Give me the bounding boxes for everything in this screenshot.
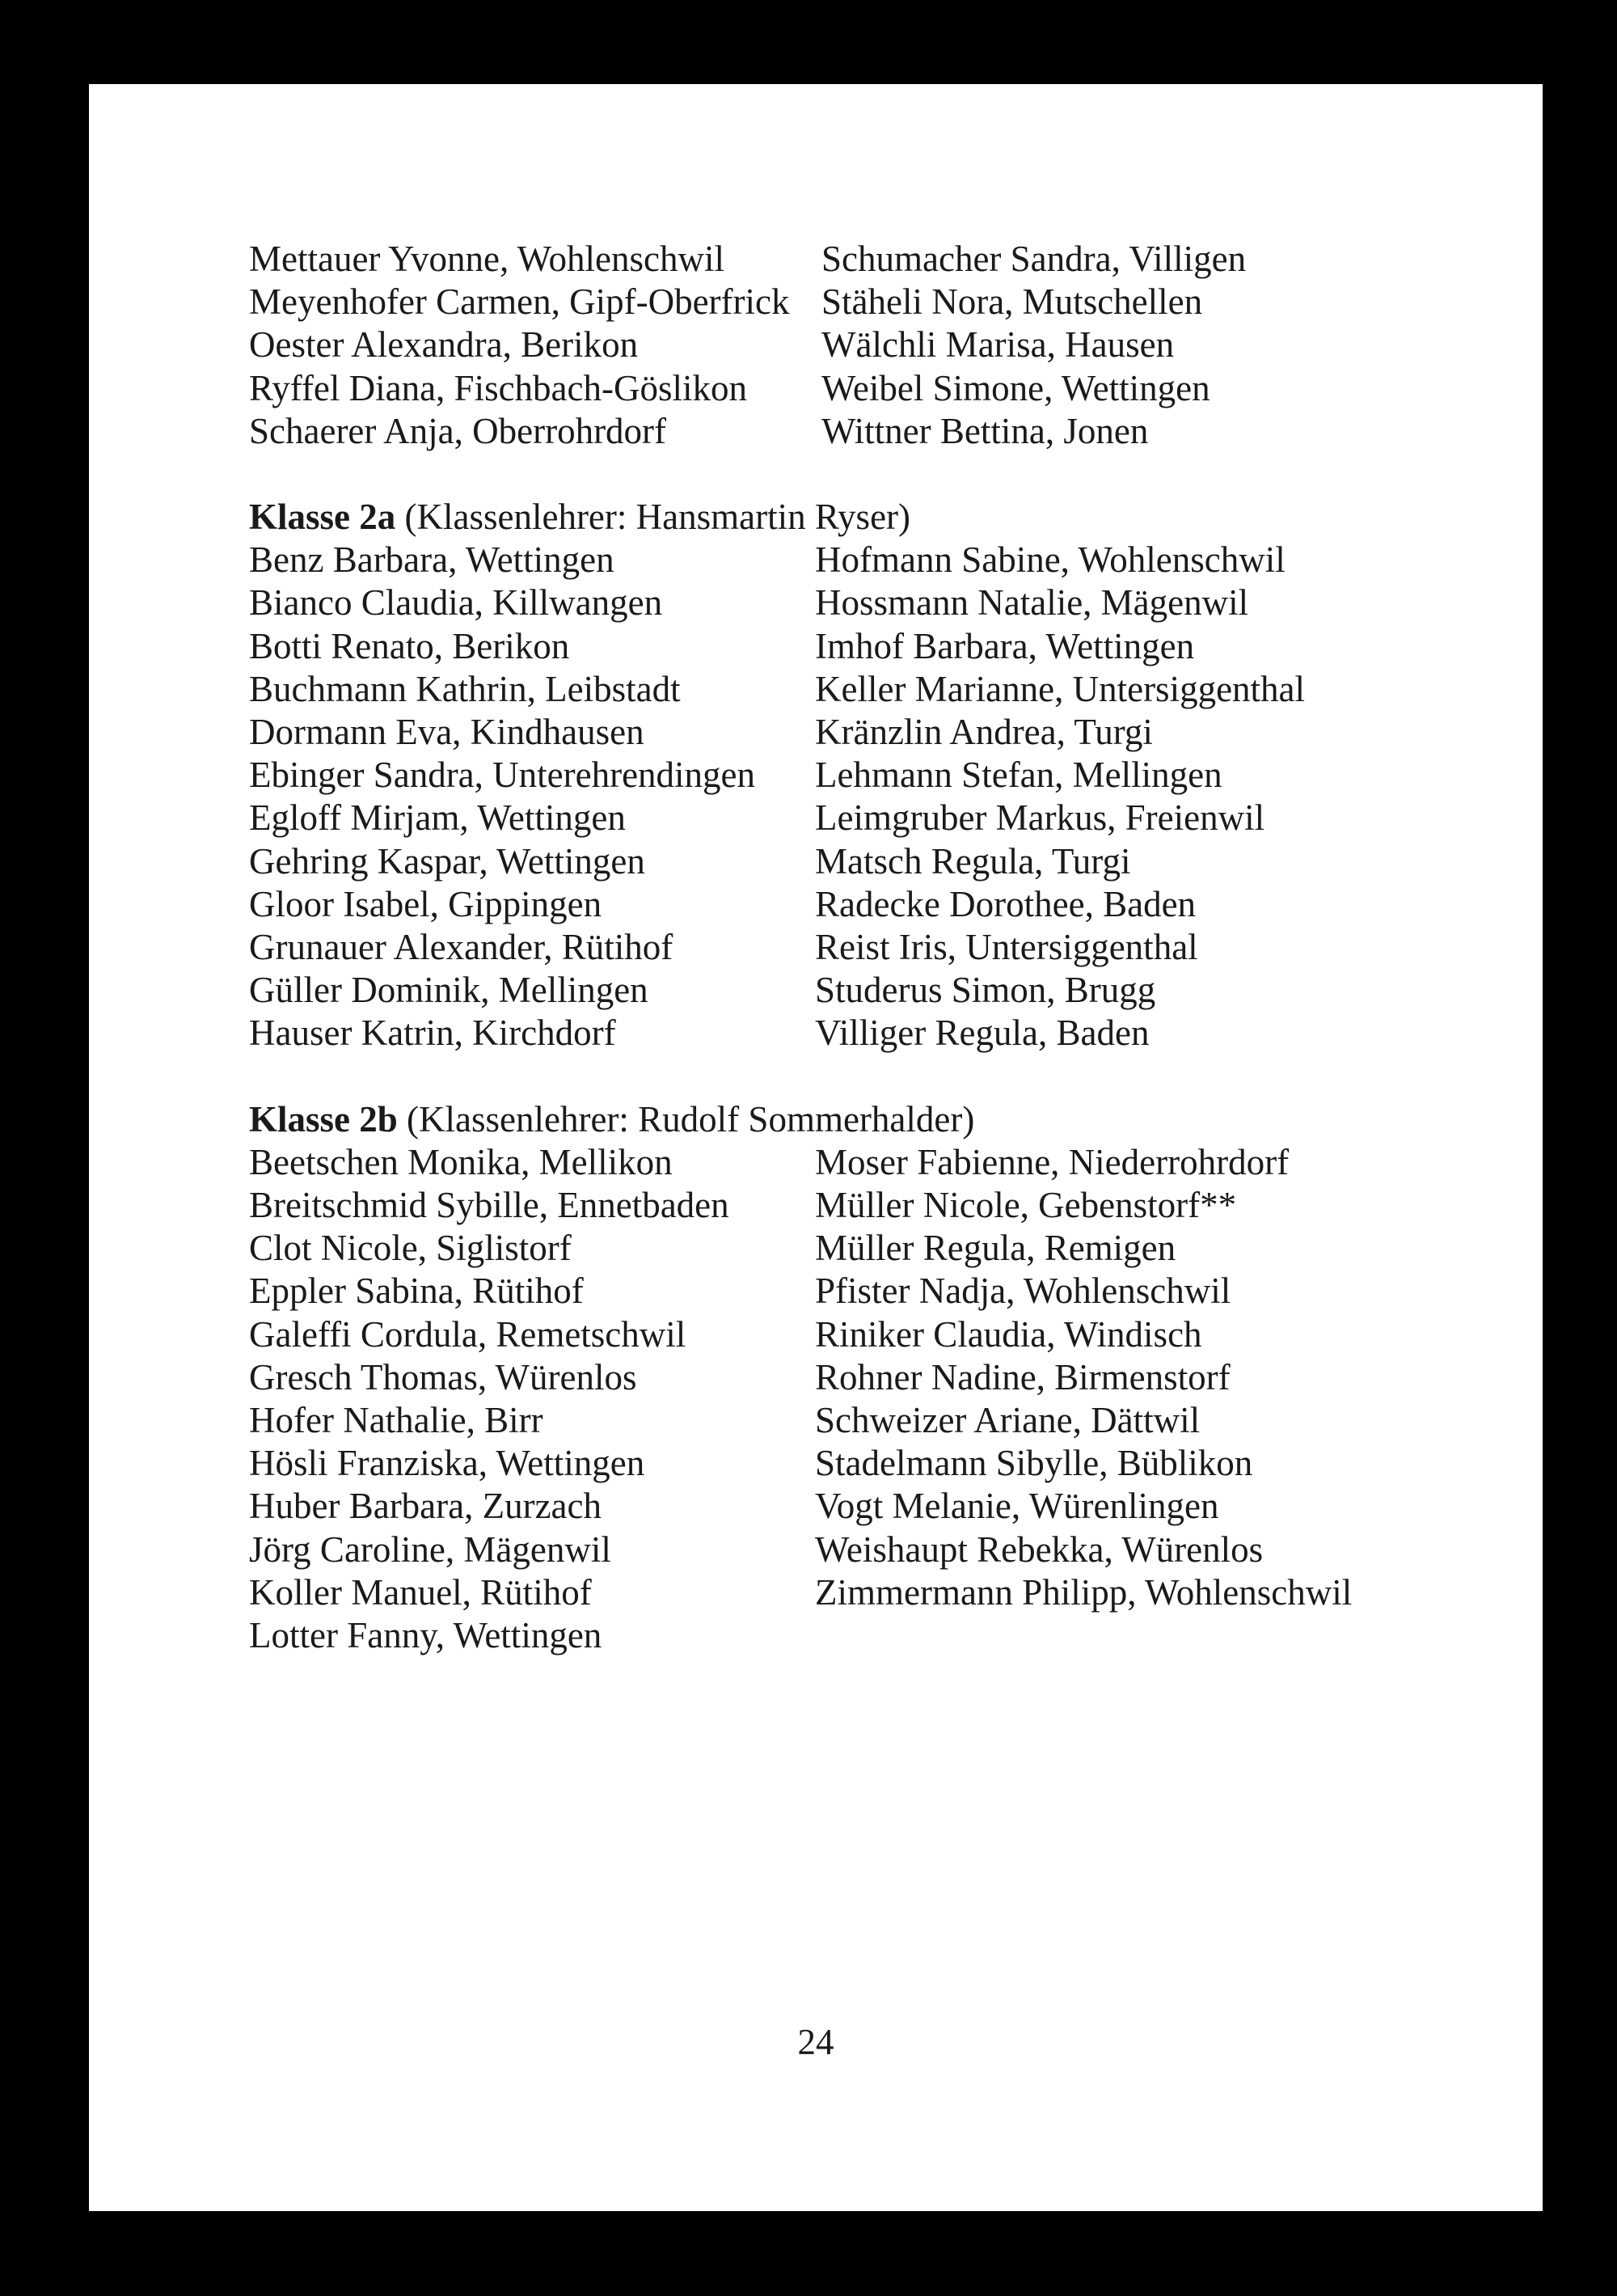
page-content: [249, 238, 1462, 1657]
list-item: Leimgruber Markus, Freienwil: [815, 797, 1265, 839]
list-item: Schweizer Ariane, Dättwil: [815, 1400, 1201, 1441]
list-item: Weibel Simone, Wettingen: [821, 367, 1210, 408]
class-2a-right-column: [815, 539, 1305, 1055]
list-item: Jörg Caroline, Mägenwil: [249, 1529, 611, 1570]
list-item: Hossmann Natalie, Mägenwil: [815, 582, 1249, 624]
class-2b-section: [249, 1098, 1462, 1658]
list-item: Koller Manuel, Rütihof: [249, 1571, 592, 1613]
class-2b-teacher: (Klassenlehrer: Rudolf Sommerhalder): [407, 1098, 975, 1140]
list-item: Matsch Regula, Turgi: [815, 840, 1131, 882]
list-item: Stadelmann Sibylle, Büblikon: [815, 1443, 1253, 1484]
list-item: Hofer Nathalie, Birr: [249, 1400, 543, 1441]
list-item: Gresch Thomas, Würenlos: [249, 1356, 637, 1397]
class-2a-left-column: [249, 539, 815, 1055]
document-page: [89, 84, 1543, 2211]
continuation-list: [249, 238, 1462, 453]
list-item: Güller Dominik, Mellingen: [249, 970, 648, 1011]
list-item: Beetschen Monika, Mellikon: [249, 1141, 673, 1182]
list-item: Ryffel Diana, Fischbach-Göslikon: [249, 367, 748, 408]
list-item: Rohner Nadine, Birmenstorf: [815, 1356, 1231, 1397]
list-item: Meyenhofer Carmen, Gipf-Oberfrick: [249, 281, 790, 323]
list-item: Breitschmid Sybille, Ennetbaden: [249, 1185, 729, 1226]
list-item: Kränzlin Andrea, Turgi: [815, 712, 1153, 753]
class-2b-right-column: [815, 1141, 1352, 1657]
list-item: Hofmann Sabine, Wohlenschwil: [815, 539, 1286, 581]
list-item: Villiger Regula, Baden: [815, 1013, 1150, 1054]
class-2b-heading: [249, 1098, 1462, 1141]
list-item: Hauser Katrin, Kirchdorf: [249, 1013, 616, 1054]
list-item: Lehmann Stefan, Mellingen: [815, 755, 1222, 796]
list-item: Müller Nicole, Gebenstorf**: [815, 1185, 1237, 1226]
list-item: Egloff Mirjam, Wettingen: [249, 797, 626, 839]
list-item: Benz Barbara, Wettingen: [249, 539, 614, 581]
list-item: Grunauer Alexander, Rütihof: [249, 927, 673, 968]
continuation-right-column: [821, 238, 1246, 453]
list-item: Zimmermann Philipp, Wohlenschwil: [815, 1571, 1353, 1613]
list-item: Gloor Isabel, Gippingen: [249, 883, 602, 924]
list-item: Weishaupt Rebekka, Würenlos: [815, 1529, 1264, 1570]
list-item: Dormann Eva, Kindhausen: [249, 712, 644, 753]
list-item: Studerus Simon, Brugg: [815, 970, 1156, 1011]
list-item: Galeffi Cordula, Remetschwil: [249, 1313, 686, 1355]
class-2a-heading: [249, 496, 1462, 539]
list-item: Vogt Melanie, Würenlingen: [815, 1486, 1219, 1527]
class-2b-title: Klasse 2b: [249, 1098, 398, 1140]
list-item: Keller Marianne, Untersiggenthal: [815, 668, 1306, 709]
list-item: Pfister Nadja, Wohlenschwil: [815, 1271, 1231, 1312]
list-item: Müller Regula, Remigen: [815, 1228, 1176, 1269]
list-item: Moser Fabienne, Niederrohrdorf: [815, 1141, 1290, 1182]
list-item: Buchmann Kathrin, Leibstadt: [249, 668, 681, 709]
page-number: 24: [797, 2022, 834, 2062]
class-2b-left-column: [249, 1141, 815, 1657]
list-item: Oester Alexandra, Berikon: [249, 324, 639, 366]
list-item: Bianco Claudia, Killwangen: [249, 582, 663, 624]
list-item: Eppler Sabina, Rütihof: [249, 1271, 584, 1312]
list-item: Stäheli Nora, Mutschellen: [821, 281, 1203, 323]
list-item: Botti Renato, Berikon: [249, 625, 570, 666]
class-2a-teacher: (Klassenlehrer: Hansmartin Ryser): [404, 497, 911, 538]
list-item: Mettauer Yvonne, Wohlenschwil: [249, 239, 724, 279]
class-2b-list: [249, 1141, 1462, 1657]
list-item: Wittner Bettina, Jonen: [821, 410, 1149, 451]
class-2a-section: [249, 496, 1462, 1055]
continuation-left-column: [249, 238, 821, 453]
list-item: Hösli Franziska, Wettingen: [249, 1443, 645, 1484]
list-item: Ebinger Sandra, Unterehrendingen: [249, 755, 756, 796]
list-item: Gehring Kaspar, Wettingen: [249, 840, 645, 882]
list-item: Schumacher Sandra, Villigen: [821, 239, 1247, 279]
class-2a-list: [249, 539, 1462, 1055]
list-item: Lotter Fanny, Wettingen: [249, 1615, 602, 1656]
list-item: Reist Iris, Untersiggenthal: [815, 927, 1198, 968]
class-2a-title: Klasse 2a: [249, 497, 396, 538]
list-item: Imhof Barbara, Wettingen: [815, 625, 1195, 666]
list-item: Clot Nicole, Siglistorf: [249, 1228, 572, 1269]
list-item: Wälchli Marisa, Hausen: [821, 324, 1175, 366]
list-item: Huber Barbara, Zurzach: [249, 1486, 602, 1527]
list-item: Riniker Claudia, Windisch: [815, 1313, 1202, 1355]
list-item: Radecke Dorothee, Baden: [815, 883, 1197, 924]
list-item: Schaerer Anja, Oberrohrdorf: [249, 410, 667, 451]
